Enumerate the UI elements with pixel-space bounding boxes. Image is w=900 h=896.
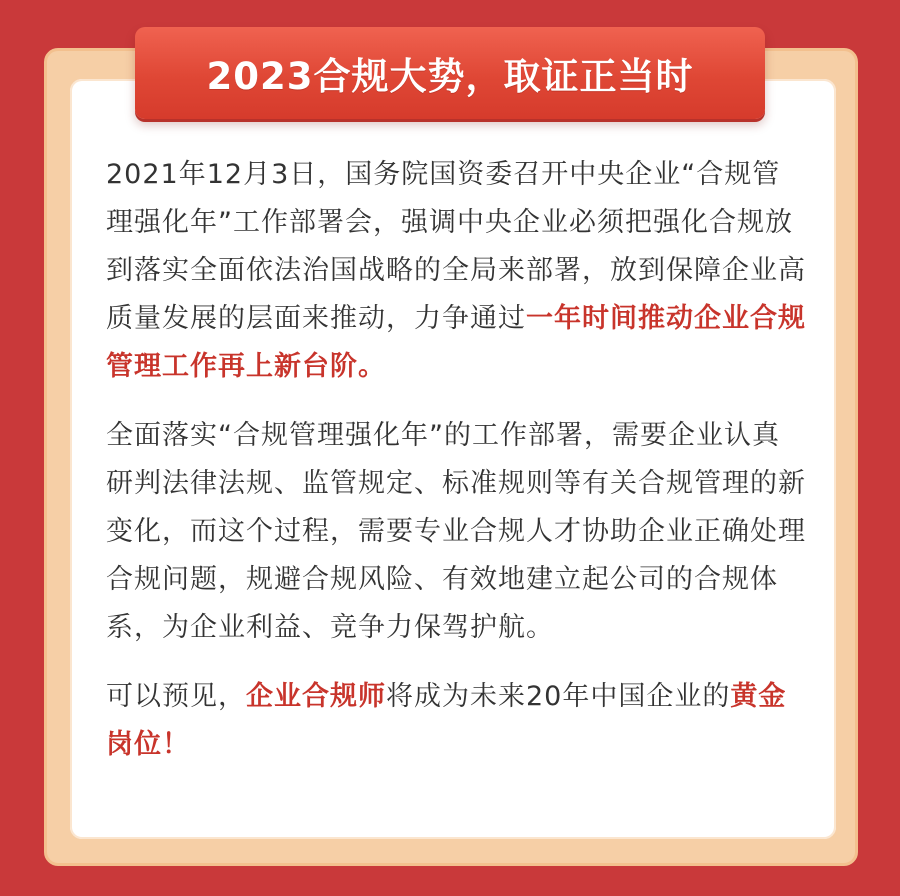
paragraph-3-highlight-role: 企业合规师 — [246, 681, 386, 712]
paragraph-3-highlight-golden: 黄金岗位！ — [106, 681, 787, 760]
paragraph-1-text: 2021年12月3日，国务院国资委召开中央企业“合规管理强化年”工作部署会，强调中央企业必须把强化合规放到落实全面依法治国战略的全局来部署，放到保障企业高质量发展的层面来推动，力争通过 — [106, 159, 806, 334]
paragraph-1 — [106, 151, 806, 391]
paragraph-3 — [106, 673, 806, 769]
paragraph-2-text: 全面落实“合规管理强化年”的工作部署，需要企业认真研判法律法规、监管规定、标准规则等有关合规管理的新变化，而这个过程，需要专业合规人才协助企业正确处理合规问题，规避合规风险、有效地建立起公司的合规体系，为企业利益、竞争力保驾护航。 — [106, 420, 806, 643]
title-banner — [135, 27, 765, 119]
paragraph-3-text-2: 将成为未来20年中国企业的 — [386, 681, 731, 712]
paragraph-1-highlight: 一年时间推动企业合规管理工作再上新台阶。 — [106, 303, 806, 382]
paragraph-2 — [106, 412, 806, 652]
article-body — [106, 151, 806, 790]
paragraph-3-text: 可以预见， — [106, 681, 246, 712]
banner-title: 2023合规大势，取证正当时 — [206, 55, 694, 98]
